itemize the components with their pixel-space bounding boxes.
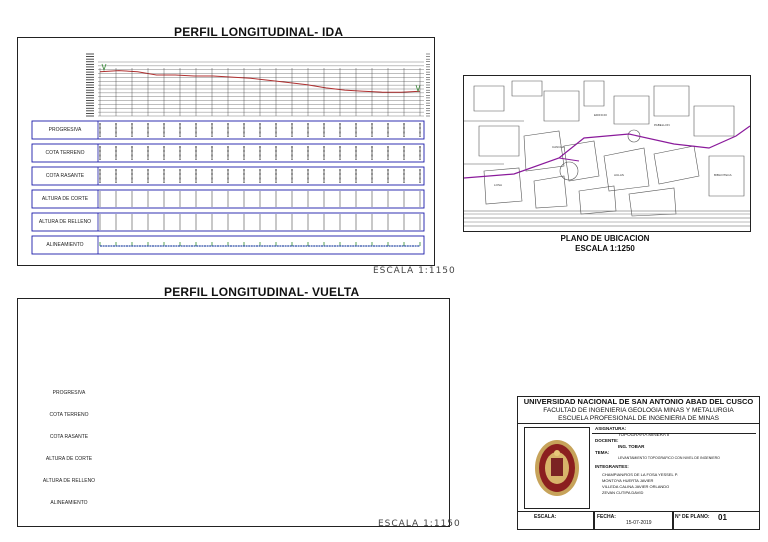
profile-vuelta-title: PERFIL LONGITUDINAL- VUELTA (164, 285, 360, 299)
university-seal-icon (525, 428, 589, 508)
profile-row-label: ALTURA DE CORTE (41, 196, 89, 202)
svg-text:BIBLIOTECA: BIBLIOTECA (714, 173, 732, 177)
plano-value: 01 (718, 513, 727, 522)
fecha-label: FECHA: (597, 514, 616, 520)
profile-row-label: ALTURA DE RELLENO (38, 219, 92, 225)
profile-row-label: ALTURA DE CORTE (45, 456, 93, 462)
profile-row-label: ALTURA DE RELLENO (42, 478, 96, 484)
integrantes-label: INTEGRANTES: (595, 464, 629, 469)
docente-value: ING. TOBAR (618, 444, 645, 449)
title-block-header (518, 397, 759, 424)
profile-row-label: ALINEAMIENTO (50, 500, 88, 506)
title-block (517, 396, 760, 530)
logo-cell (524, 427, 590, 509)
plano-label: N° DE PLANO: (675, 514, 710, 520)
location-scale: ESCALA 1:1250 (575, 244, 635, 253)
profile-row-label: ALINEAMIENTO (46, 242, 84, 248)
location-title: PLANO DE UBICACION (560, 234, 650, 243)
profile-ida-title: PERFIL LONGITUDINAL- IDA (174, 25, 344, 39)
faculty-name: FACULTAD DE INGENIERIA GEOLOGIA MINAS Y METALURGIA (543, 407, 734, 414)
asignatura-label: ASIGNATURA: (595, 426, 627, 431)
profile-row-label: PROGRESIVA (48, 127, 82, 133)
profile-row-label: COTA TERRENO (49, 412, 89, 418)
integrante-2: MONTOYA HUERTA JAVIER (602, 478, 654, 483)
profile-row-label: COTA TERRENO (45, 150, 85, 156)
tema-label: TEMA: (595, 450, 610, 455)
svg-text:LOSA: LOSA (494, 183, 503, 187)
svg-text:AULAS: AULAS (614, 173, 624, 177)
school-name: ESCUELA PROFESIONAL DE INGENIERIA DE MINAS (558, 415, 719, 422)
profile-row-label: COTA RASANTE (45, 173, 85, 179)
escala-label: ESCALA: (534, 514, 557, 520)
location-caption (540, 234, 670, 254)
location-map (463, 75, 751, 232)
profile-ida-scale: ESCALA 1:1150 (373, 266, 456, 276)
fecha-value: 15-07-2019 (626, 520, 652, 526)
profile-vuelta-scale: ESCALA 1:1150 (378, 519, 461, 529)
profile-row-label: PROGRESIVA (52, 390, 86, 396)
svg-text:CANCHA: CANCHA (552, 145, 565, 149)
university-name: UNIVERSIDAD NACIONAL DE SAN ANTONIO ABAD DEL CUSCO (523, 397, 754, 406)
svg-text:EDIFICIO: EDIFICIO (594, 113, 608, 117)
docente-label: DOCENTE: (595, 438, 619, 443)
tema-value: LEVANTAMIENTO TOPOGRAFICO CON NIVEL DE INGENIERO (618, 456, 720, 460)
profile-row-label: COTA RASANTE (49, 434, 89, 440)
svg-text:PABELLON: PABELLON (654, 123, 670, 127)
integrante-4: ZEVAN CUTIPA DAVID (602, 490, 644, 495)
integrante-3: VILLEDA CALINA JAVIER ORLANDO (602, 484, 670, 489)
integrante-1: CHAMPIAN/ROS DE LA FOSA YESSEL P. (602, 472, 678, 477)
location-map-drawing (464, 76, 750, 231)
asignatura-value: TOPOGRAFIA MINERA II (618, 432, 670, 437)
